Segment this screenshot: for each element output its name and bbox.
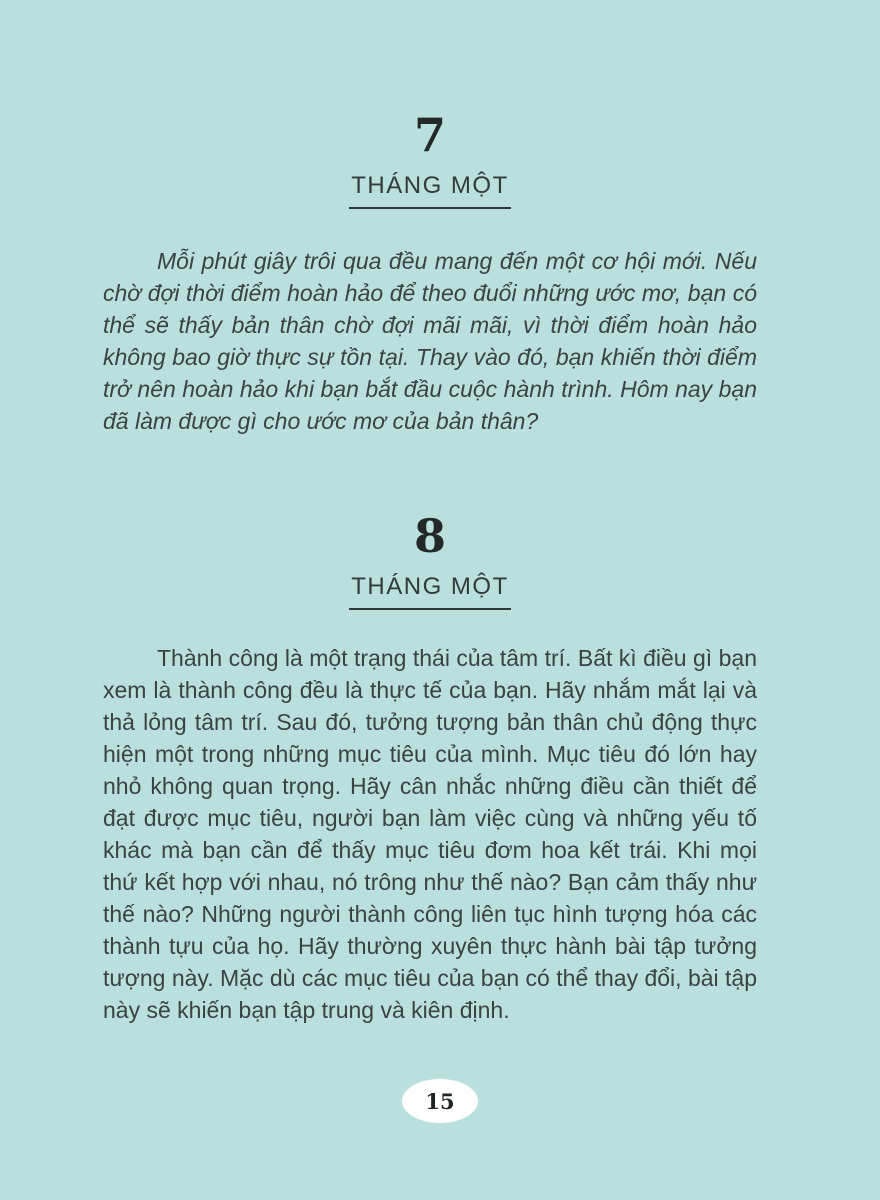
day-number: 7 (413, 108, 446, 162)
page-content (103, 0, 757, 1026)
diary-entry-january-7 (103, 0, 757, 437)
entry-header (103, 437, 757, 610)
entry-paragraph: Mỗi phút giây trôi qua đều mang đến một cơ hội mới. Nếu chờ đợi thời điểm hoàn hảo để theo đuổi những ước mơ, bạn có thể sẽ thấy bản thân chờ đợi mãi mãi, vì thời điểm hoàn hảo không bao giờ thực sự tồn tại. Thay vào đó, bạn khiến thời điểm trở nên hoàn hảo khi bạn bắt đầu cuộc hành trình. Hôm nay bạn đã làm được gì cho ước mơ của bản thân? (103, 248, 757, 434)
month-label: THÁNG MỘT (349, 172, 511, 209)
month-heading-wrap (103, 559, 757, 610)
month-label: THÁNG MỘT (349, 573, 511, 610)
entry-paragraph: Thành công là một trạng thái của tâm trí. Bất kì điều gì bạn xem là thành công đều là thực tế của bạn. Hãy nhắm mắt lại và thả lỏng tâm trí. Sau đó, tưởng tượng bản thân chủ động thực hiện một trong những mục tiêu của mình. Mục tiêu đó lớn hay nhỏ không quan trọng. Hãy cân nhắc những điều cần thiết để đạt được mục tiêu, người bạn làm việc cùng và những yếu tố khác mà bạn cần để thấy mục tiêu đơm hoa kết trái. Khi mọi thứ kết hợp với nhau, nó trông như thế nào? Bạn cảm thấy như thế nào? Những người thành công liên tục hình tượng hóa các thành tựu của họ. Hãy thường xuyên thực hành bài tập tưởng tượng này. Mặc dù các mục tiêu của bạn có thể thay đổi, bài tập này sẽ khiến bạn tập trung và kiên định. (103, 645, 757, 1023)
page-number-badge (402, 1079, 478, 1123)
diary-entry-january-8 (103, 437, 757, 1026)
month-heading-wrap (103, 158, 757, 209)
page-number: 15 (425, 1088, 455, 1114)
entry-header (103, 0, 757, 209)
day-number: 8 (413, 509, 446, 563)
